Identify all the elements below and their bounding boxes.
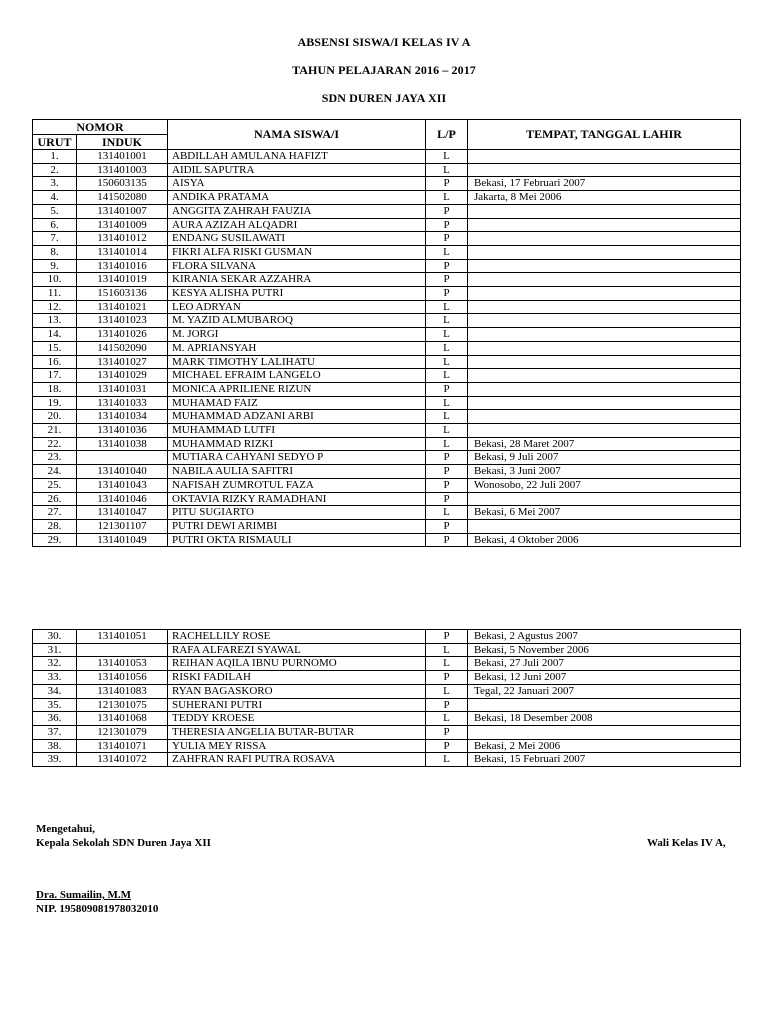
row-urut: 33. bbox=[33, 671, 77, 685]
row-lp: P bbox=[426, 519, 468, 533]
table-row bbox=[33, 533, 741, 547]
table-row bbox=[33, 259, 741, 273]
row-urut: 15. bbox=[33, 341, 77, 355]
row-lp: P bbox=[426, 287, 468, 301]
row-lp: L bbox=[426, 341, 468, 355]
row-induk bbox=[77, 451, 168, 465]
table-row bbox=[33, 287, 741, 301]
table-row bbox=[33, 369, 741, 383]
row-ttl: Bekasi, 2 Mei 2006 bbox=[468, 739, 741, 753]
header-nama: NAMA SISWA/I bbox=[168, 120, 426, 150]
row-lp: L bbox=[426, 369, 468, 383]
row-nama: MUHAMAD FAIZ bbox=[168, 396, 426, 410]
row-induk: 131401029 bbox=[77, 369, 168, 383]
table-row bbox=[33, 218, 741, 232]
row-ttl bbox=[468, 150, 741, 164]
doc-title-line2: TAHUN PELAJARAN 2016 – 2017 bbox=[292, 63, 476, 77]
row-ttl: Wonosobo, 22 Juli 2007 bbox=[468, 478, 741, 492]
row-urut: 29. bbox=[33, 533, 77, 547]
table-row bbox=[33, 753, 741, 767]
table-row bbox=[33, 519, 741, 533]
row-urut: 16. bbox=[33, 355, 77, 369]
table-row bbox=[33, 396, 741, 410]
row-ttl bbox=[468, 259, 741, 273]
footer-wali-kelas: Wali Kelas IV A, bbox=[647, 837, 726, 849]
table-row bbox=[33, 300, 741, 314]
row-nama: ZAHFRAN RAFI PUTRA ROSAVA bbox=[168, 753, 426, 767]
row-lp: L bbox=[426, 328, 468, 342]
row-ttl: Bekasi, 17 Februari 2007 bbox=[468, 177, 741, 191]
row-ttl bbox=[468, 300, 741, 314]
row-nama: FIKRI ALFA RISKI GUSMAN bbox=[168, 245, 426, 259]
row-ttl: Bekasi, 5 November 2006 bbox=[468, 643, 741, 657]
row-ttl bbox=[468, 424, 741, 438]
row-induk: 131401047 bbox=[77, 506, 168, 520]
row-induk: 131401034 bbox=[77, 410, 168, 424]
row-urut: 4. bbox=[33, 191, 77, 205]
row-urut: 35. bbox=[33, 698, 77, 712]
table-row bbox=[33, 191, 741, 205]
row-ttl bbox=[468, 369, 741, 383]
row-lp: P bbox=[426, 739, 468, 753]
row-urut: 32. bbox=[33, 657, 77, 671]
row-lp: L bbox=[426, 355, 468, 369]
row-nama: KESYA ALISHA PUTRI bbox=[168, 287, 426, 301]
footer-nama-kepala: Dra. Sumailin, M.M bbox=[36, 889, 132, 901]
attendance-table-part1 bbox=[32, 119, 741, 547]
row-lp: L bbox=[426, 396, 468, 410]
row-induk: 131401014 bbox=[77, 245, 168, 259]
row-induk: 131401003 bbox=[77, 163, 168, 177]
row-urut: 9. bbox=[33, 259, 77, 273]
table-body-part2 bbox=[33, 630, 741, 767]
row-induk: 131401021 bbox=[77, 300, 168, 314]
row-induk: 131401049 bbox=[77, 533, 168, 547]
row-lp: L bbox=[426, 245, 468, 259]
row-nama: KIRANIA SEKAR AZZAHRA bbox=[168, 273, 426, 287]
row-nama: AISYA bbox=[168, 177, 426, 191]
row-ttl bbox=[468, 218, 741, 232]
row-urut: 24. bbox=[33, 465, 77, 479]
row-induk: 131401038 bbox=[77, 437, 168, 451]
row-lp: P bbox=[426, 204, 468, 218]
row-urut: 31. bbox=[33, 643, 77, 657]
row-ttl bbox=[468, 328, 741, 342]
row-induk: 121301079 bbox=[77, 725, 168, 739]
row-nama: MUHAMMAD ADZANI ARBI bbox=[168, 410, 426, 424]
row-induk: 131401023 bbox=[77, 314, 168, 328]
row-induk: 131401051 bbox=[77, 630, 168, 644]
row-lp: P bbox=[426, 725, 468, 739]
row-induk: 131401053 bbox=[77, 657, 168, 671]
row-nama: REIHAN AQILA IBNU PURNOMO bbox=[168, 657, 426, 671]
row-induk: 151603136 bbox=[77, 287, 168, 301]
row-lp: L bbox=[426, 753, 468, 767]
row-ttl bbox=[468, 341, 741, 355]
row-lp: P bbox=[426, 671, 468, 685]
row-nama: RISKI FADILAH bbox=[168, 671, 426, 685]
row-urut: 7. bbox=[33, 232, 77, 246]
row-lp: P bbox=[426, 259, 468, 273]
row-ttl: Bekasi, 9 Juli 2007 bbox=[468, 451, 741, 465]
row-lp: P bbox=[426, 177, 468, 191]
row-ttl: Bekasi, 15 Februari 2007 bbox=[468, 753, 741, 767]
table-row bbox=[33, 506, 741, 520]
row-induk: 131401071 bbox=[77, 739, 168, 753]
table-row bbox=[33, 465, 741, 479]
row-urut: 13. bbox=[33, 314, 77, 328]
row-lp: P bbox=[426, 465, 468, 479]
table-row bbox=[33, 684, 741, 698]
row-urut: 14. bbox=[33, 328, 77, 342]
table-row bbox=[33, 492, 741, 506]
row-lp: P bbox=[426, 533, 468, 547]
table-row bbox=[33, 657, 741, 671]
row-induk: 131401007 bbox=[77, 204, 168, 218]
row-induk: 131401026 bbox=[77, 328, 168, 342]
row-urut: 18. bbox=[33, 382, 77, 396]
doc-title-line3: SDN DUREN JAYA XII bbox=[321, 91, 447, 105]
row-lp: P bbox=[426, 218, 468, 232]
row-ttl bbox=[468, 287, 741, 301]
row-lp: L bbox=[426, 506, 468, 520]
row-lp: L bbox=[426, 410, 468, 424]
row-nama: SUHERANI PUTRI bbox=[168, 698, 426, 712]
row-nama: NABILA AULIA SAFITRI bbox=[168, 465, 426, 479]
header-lp: L/P bbox=[426, 120, 468, 150]
header-ttl: TEMPAT, TANGGAL LAHIR bbox=[468, 120, 741, 150]
row-induk: 131401072 bbox=[77, 753, 168, 767]
table-row bbox=[33, 630, 741, 644]
row-ttl: Bekasi, 2 Agustus 2007 bbox=[468, 630, 741, 644]
table-row bbox=[33, 739, 741, 753]
row-induk: 131401019 bbox=[77, 273, 168, 287]
table-row bbox=[33, 245, 741, 259]
row-nama: TEDDY KROESE bbox=[168, 712, 426, 726]
row-urut: 2. bbox=[33, 163, 77, 177]
row-lp: P bbox=[426, 698, 468, 712]
table-row bbox=[33, 478, 741, 492]
row-lp: L bbox=[426, 684, 468, 698]
header-nomor: NOMOR bbox=[33, 120, 168, 135]
row-nama: LEO ADRYAN bbox=[168, 300, 426, 314]
row-lp: P bbox=[426, 492, 468, 506]
row-nama: M. JORGI bbox=[168, 328, 426, 342]
row-induk: 131401001 bbox=[77, 150, 168, 164]
row-nama: M. APRIANSYAH bbox=[168, 341, 426, 355]
row-ttl bbox=[468, 382, 741, 396]
row-urut: 22. bbox=[33, 437, 77, 451]
row-urut: 38. bbox=[33, 739, 77, 753]
row-induk: 131401031 bbox=[77, 382, 168, 396]
row-lp: L bbox=[426, 314, 468, 328]
row-urut: 12. bbox=[33, 300, 77, 314]
table-row bbox=[33, 712, 741, 726]
row-ttl bbox=[468, 245, 741, 259]
row-induk: 131401033 bbox=[77, 396, 168, 410]
row-urut: 39. bbox=[33, 753, 77, 767]
row-lp: P bbox=[426, 273, 468, 287]
row-urut: 34. bbox=[33, 684, 77, 698]
row-induk: 131401046 bbox=[77, 492, 168, 506]
row-ttl bbox=[468, 492, 741, 506]
row-induk: 141502090 bbox=[77, 341, 168, 355]
row-induk: 131401016 bbox=[77, 259, 168, 273]
row-nama: AURA AZIZAH ALQADRI bbox=[168, 218, 426, 232]
row-lp: L bbox=[426, 191, 468, 205]
row-nama: ENDANG SUSILAWATI bbox=[168, 232, 426, 246]
footer-nip: NIP. 195809081978032010 bbox=[36, 903, 159, 915]
row-ttl: Jakarta, 8 Mei 2006 bbox=[468, 191, 741, 205]
row-nama: RYAN BAGASKORO bbox=[168, 684, 426, 698]
row-urut: 36. bbox=[33, 712, 77, 726]
row-urut: 30. bbox=[33, 630, 77, 644]
table-row bbox=[33, 163, 741, 177]
row-ttl bbox=[468, 355, 741, 369]
row-urut: 28. bbox=[33, 519, 77, 533]
row-induk bbox=[77, 643, 168, 657]
table-row bbox=[33, 451, 741, 465]
table-row bbox=[33, 671, 741, 685]
row-ttl bbox=[468, 232, 741, 246]
table-row bbox=[33, 355, 741, 369]
row-induk: 131401083 bbox=[77, 684, 168, 698]
row-ttl bbox=[468, 519, 741, 533]
row-ttl bbox=[468, 410, 741, 424]
row-ttl: Tegal, 22 Januari 2007 bbox=[468, 684, 741, 698]
table-row bbox=[33, 382, 741, 396]
row-urut: 1. bbox=[33, 150, 77, 164]
row-induk: 131401056 bbox=[77, 671, 168, 685]
row-nama: MUHAMMAD LUTFI bbox=[168, 424, 426, 438]
row-induk: 131401027 bbox=[77, 355, 168, 369]
row-ttl bbox=[468, 725, 741, 739]
row-induk: 141502080 bbox=[77, 191, 168, 205]
row-lp: L bbox=[426, 643, 468, 657]
row-urut: 5. bbox=[33, 204, 77, 218]
row-urut: 25. bbox=[33, 478, 77, 492]
table-row bbox=[33, 328, 741, 342]
table-row bbox=[33, 410, 741, 424]
header-urut: URUT bbox=[33, 135, 77, 150]
table-row bbox=[33, 314, 741, 328]
footer-mengetahui: Mengetahui, bbox=[36, 823, 95, 835]
table-row bbox=[33, 424, 741, 438]
row-nama: PITU SUGIARTO bbox=[168, 506, 426, 520]
row-lp: L bbox=[426, 657, 468, 671]
row-lp: L bbox=[426, 712, 468, 726]
row-induk: 121301107 bbox=[77, 519, 168, 533]
row-nama: ABDILLAH AMULANA HAFIZT bbox=[168, 150, 426, 164]
footer-kepala-sekolah: Kepala Sekolah SDN Duren Jaya XII bbox=[36, 837, 211, 849]
row-ttl: Bekasi, 12 Juni 2007 bbox=[468, 671, 741, 685]
table-row bbox=[33, 204, 741, 218]
row-lp: L bbox=[426, 424, 468, 438]
row-induk: 131401009 bbox=[77, 218, 168, 232]
row-nama: ANDIKA PRATAMA bbox=[168, 191, 426, 205]
table-row bbox=[33, 273, 741, 287]
row-ttl bbox=[468, 273, 741, 287]
row-nama: FLORA SILVANA bbox=[168, 259, 426, 273]
row-nama: RACHELLILY ROSE bbox=[168, 630, 426, 644]
table-row bbox=[33, 341, 741, 355]
row-ttl: Bekasi, 6 Mei 2007 bbox=[468, 506, 741, 520]
row-lp: L bbox=[426, 437, 468, 451]
row-lp: P bbox=[426, 630, 468, 644]
row-urut: 37. bbox=[33, 725, 77, 739]
row-ttl bbox=[468, 204, 741, 218]
row-urut: 26. bbox=[33, 492, 77, 506]
row-lp: L bbox=[426, 150, 468, 164]
row-nama: OKTAVIA RIZKY RAMADHANI bbox=[168, 492, 426, 506]
row-nama: MUHAMMAD RIZKI bbox=[168, 437, 426, 451]
row-induk: 131401036 bbox=[77, 424, 168, 438]
row-ttl bbox=[468, 314, 741, 328]
table-row bbox=[33, 150, 741, 164]
row-nama: PUTRI DEWI ARIMBI bbox=[168, 519, 426, 533]
row-nama: MARK TIMOTHY LALIHATU bbox=[168, 355, 426, 369]
row-ttl bbox=[468, 396, 741, 410]
attendance-table-part2 bbox=[32, 629, 741, 767]
row-induk: 131401012 bbox=[77, 232, 168, 246]
row-lp: P bbox=[426, 451, 468, 465]
row-ttl: Bekasi, 28 Maret 2007 bbox=[468, 437, 741, 451]
row-induk: 131401040 bbox=[77, 465, 168, 479]
row-nama: YULIA MEY RISSA bbox=[168, 739, 426, 753]
doc-title-line1: ABSENSI SISWA/I KELAS IV A bbox=[297, 35, 471, 49]
row-lp: P bbox=[426, 232, 468, 246]
row-induk: 150603135 bbox=[77, 177, 168, 191]
row-nama: NAFISAH ZUMROTUL FAZA bbox=[168, 478, 426, 492]
row-nama: AIDIL SAPUTRA bbox=[168, 163, 426, 177]
row-nama: MONICA APRILIENE RIZUN bbox=[168, 382, 426, 396]
row-nama: THERESIA ANGELIA BUTAR-BUTAR bbox=[168, 725, 426, 739]
row-urut: 8. bbox=[33, 245, 77, 259]
row-induk: 131401068 bbox=[77, 712, 168, 726]
row-nama: MUTIARA CAHYANI SEDYO P bbox=[168, 451, 426, 465]
row-urut: 20. bbox=[33, 410, 77, 424]
table-row bbox=[33, 437, 741, 451]
header-induk: INDUK bbox=[77, 135, 168, 150]
table-row bbox=[33, 725, 741, 739]
row-urut: 27. bbox=[33, 506, 77, 520]
row-ttl: Bekasi, 4 Oktober 2006 bbox=[468, 533, 741, 547]
row-urut: 11. bbox=[33, 287, 77, 301]
row-ttl: Bekasi, 18 Desember 2008 bbox=[468, 712, 741, 726]
table-row bbox=[33, 643, 741, 657]
table-row bbox=[33, 698, 741, 712]
row-urut: 6. bbox=[33, 218, 77, 232]
row-lp: L bbox=[426, 163, 468, 177]
row-urut: 21. bbox=[33, 424, 77, 438]
row-induk: 131401043 bbox=[77, 478, 168, 492]
row-ttl bbox=[468, 163, 741, 177]
row-urut: 3. bbox=[33, 177, 77, 191]
row-ttl bbox=[468, 698, 741, 712]
row-lp: P bbox=[426, 478, 468, 492]
row-urut: 10. bbox=[33, 273, 77, 287]
table-body-part1 bbox=[33, 150, 741, 547]
row-induk: 121301075 bbox=[77, 698, 168, 712]
row-urut: 23. bbox=[33, 451, 77, 465]
row-lp: P bbox=[426, 382, 468, 396]
row-urut: 19. bbox=[33, 396, 77, 410]
row-urut: 17. bbox=[33, 369, 77, 383]
table-row bbox=[33, 177, 741, 191]
row-lp: L bbox=[426, 300, 468, 314]
row-nama: PUTRI OKTA RISMAULI bbox=[168, 533, 426, 547]
table-row bbox=[33, 232, 741, 246]
row-ttl: Bekasi, 3 Juni 2007 bbox=[468, 465, 741, 479]
row-nama: M. YAZID ALMUBAROQ bbox=[168, 314, 426, 328]
row-nama: ANGGITA ZAHRAH FAUZIA bbox=[168, 204, 426, 218]
row-nama: MICHAEL EFRAIM LANGELO bbox=[168, 369, 426, 383]
row-nama: RAFA ALFAREZI SYAWAL bbox=[168, 643, 426, 657]
row-ttl: Bekasi, 27 Juli 2007 bbox=[468, 657, 741, 671]
